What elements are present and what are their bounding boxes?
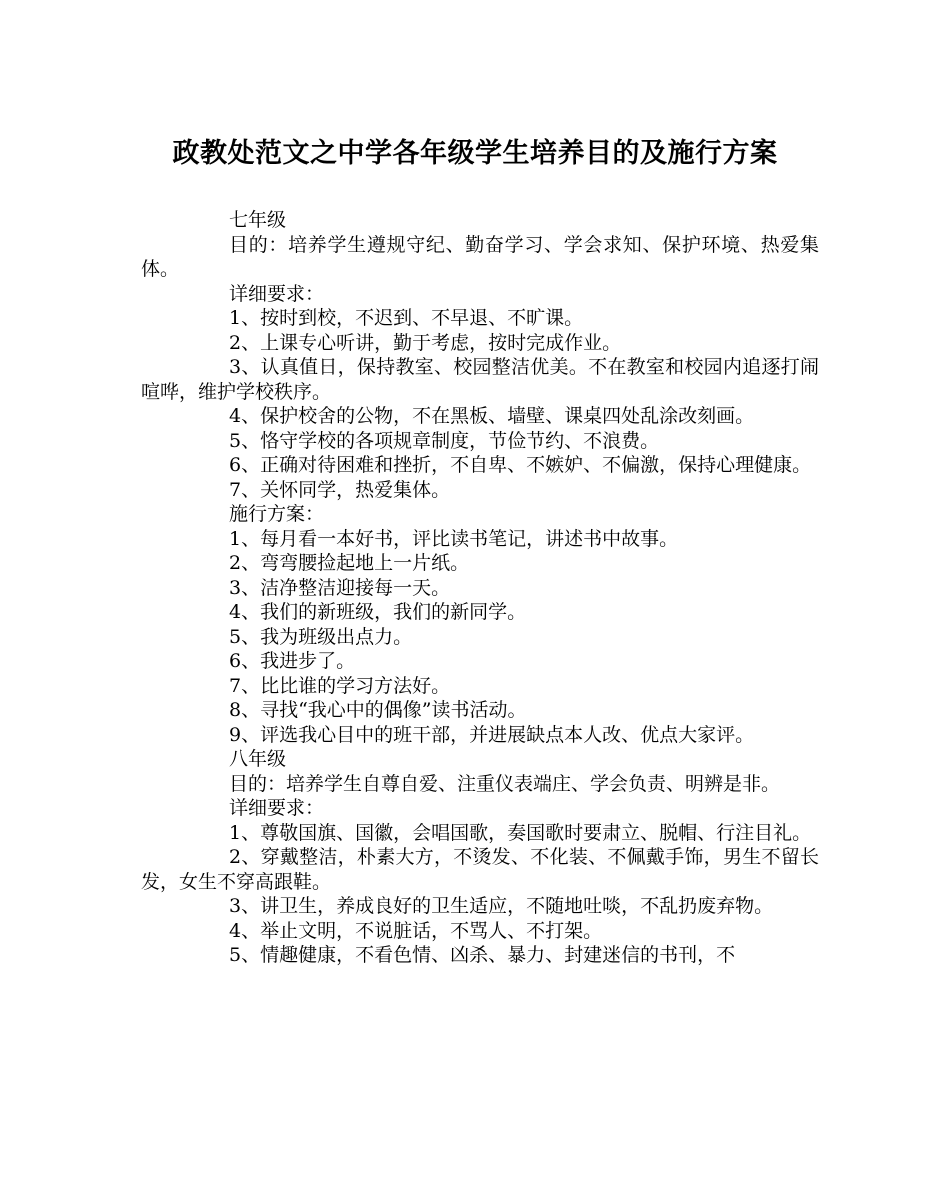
requirement-item: 1、尊敬国旗、国徽，会唱国歌，奏国歌时要肃立、脱帽、行注目礼。 [229, 821, 812, 844]
requirement-item: 3、认真值日，保持教室、校园整洁优美。不在教室和校园内追逐打闹喧哗，维护学校秩序。 [141, 356, 819, 403]
requirement-item: 5、情趣健康，不看色情、凶杀、暴力、封建迷信的书刊，不 [229, 944, 736, 966]
plan-item: 8、寻找“我心中的偶像”读书活动。 [229, 699, 527, 721]
grade-heading: 八年级 [229, 748, 287, 770]
requirement-item: 1、按时到校，不迟到、不早退、不旷课。 [229, 307, 584, 329]
requirement-item: 7、关怀同学，热爱集体。 [229, 478, 451, 501]
goal-paragraph: 目的：培养学生自尊自爱、注重仪表端庄、学会负责、明辨是非。 [229, 772, 781, 795]
grade-heading: 七年级 [229, 209, 287, 231]
goal-paragraph: 目的：培养学生遵规守纪、勤奋学习、学会求知、保护环境、热爱集体。 [141, 233, 819, 280]
document-title: 政教处范文之中学各年级学生培养目的及施行方案 [172, 138, 778, 169]
section-heading: 详细要求： [229, 282, 325, 305]
requirement-item: 4、保护校舍的公物，不在黑板、墙壁、课桌四处乱涂改刻画。 [229, 405, 755, 427]
plan-item: 9、评选我心目中的班干部，并进展缺点本人改、优点大家评。 [229, 723, 755, 746]
document-body [141, 208, 819, 968]
plan-item: 5、我为班级出点力。 [229, 625, 413, 648]
requirement-item: 6、正确对待困难和挫折，不自卑、不嫉妒、不偏激，保持心理健康。 [229, 454, 812, 476]
section-heading: 施行方案： [229, 503, 325, 525]
requirement-item: 3、讲卫生，养成良好的卫生适应，不随地吐啖，不乱扔废弃物。 [229, 895, 774, 917]
requirement-item: 5、恪守学校的各项规章制度，节俭节约、不浪费。 [229, 429, 660, 452]
plan-item: 6、我进步了。 [229, 650, 356, 672]
requirement-item: 4、举止文明，不说脏话，不骂人、不打架。 [229, 919, 603, 942]
plan-item: 2、弯弯腰捡起地上一片纸。 [229, 552, 470, 574]
plan-item: 1、每月看一本好书，评比读书笔记，讲述书中故事。 [229, 527, 679, 550]
plan-item: 3、洁净整洁迎接每一天。 [229, 576, 451, 599]
section-heading: 详细要求： [229, 797, 325, 819]
requirement-item: 2、上课专心听讲，勤于考虑，按时完成作业。 [229, 331, 622, 354]
requirement-item: 2、穿戴整洁，朴素大方，不烫发、不化装、不佩戴手饰，男生不留长发，女生不穿高跟鞋。 [141, 846, 819, 893]
plan-item: 7、比比谁的学习方法好。 [229, 674, 451, 697]
plan-item: 4、我们的新班级，我们的新同学。 [229, 601, 527, 623]
